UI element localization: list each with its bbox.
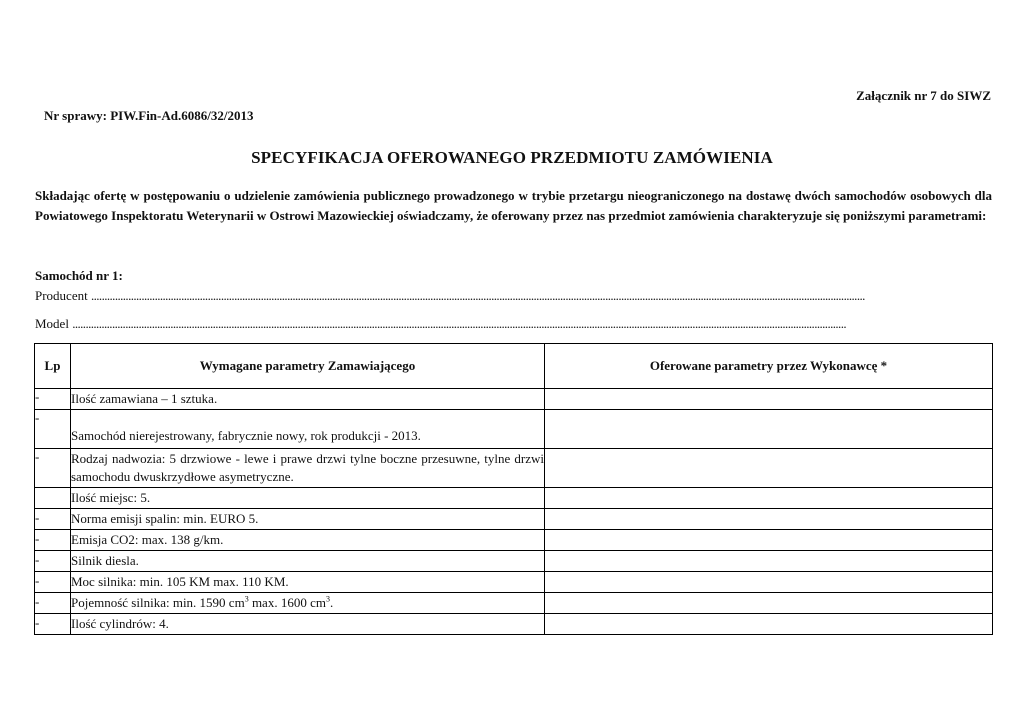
row-offered-cell[interactable] [545, 389, 993, 410]
row-lp: - [35, 593, 71, 614]
row-required: Emisja CO2: max. 138 g/km. [71, 530, 545, 551]
model-label: Model [35, 316, 69, 331]
row-lp: - [35, 572, 71, 593]
row-required: Samochód nierejestrowany, fabrycznie nowy, rok produkcji - 2013. [71, 410, 545, 449]
specification-table [34, 343, 993, 635]
row-offered-cell[interactable] [545, 572, 993, 593]
row-required [71, 593, 545, 614]
row-offered-cell[interactable] [545, 488, 993, 509]
row-offered-cell[interactable] [545, 614, 993, 635]
table-row [35, 551, 993, 572]
row-required: Ilość cylindrów: 4. [71, 614, 545, 635]
model-field [35, 316, 956, 332]
car-heading: Samochód nr 1: [35, 268, 123, 283]
row-offered-cell[interactable] [545, 410, 993, 449]
row-offered-cell[interactable] [545, 530, 993, 551]
engine-capacity-text: Pojemność silnika: min. 1590 cm [71, 595, 245, 610]
row-lp: - [35, 509, 71, 530]
table-row [35, 572, 993, 593]
row-offered-cell[interactable] [545, 509, 993, 530]
table-row [35, 509, 993, 530]
row-required: Silnik diesla. [71, 551, 545, 572]
model-dots: .................................................................................................................................................................................................................................................................................................... [72, 316, 847, 331]
intro-paragraph: Składając ofertę w postępowaniu o udzielenie zamówienia publicznego prowadzonego w trybie przetargu nieograniczonego na dostawę dwóch samochodów osobowych dla Powiatowego Inspektoratu Weterynarii w Ostrowi Mazowieckiej oświadczamy, że oferowany przez nas przedmiot zamówienia charakteryzuje się poniższymi parametrami: [35, 188, 992, 223]
row-lp: - [35, 614, 71, 635]
case-number: Nr sprawy: PIW.Fin-Ad.6086/32/2013 [44, 108, 254, 123]
row-lp: - [35, 530, 71, 551]
table-row [35, 410, 993, 449]
table-row [35, 449, 993, 488]
attachment-label: Załącznik nr 7 do SIWZ [856, 88, 991, 103]
header-required: Wymagane parametry Zamawiającego [71, 344, 545, 389]
engine-capacity-max: max. 1600 cm [248, 595, 326, 610]
header-offered: Oferowane parametry przez Wykonawcę * [545, 344, 993, 389]
engine-capacity-end: . [329, 595, 334, 610]
row-offered-cell[interactable] [545, 551, 993, 572]
superscript-3: 3 [244, 594, 249, 604]
row-lp: - [35, 389, 71, 410]
row-required: Ilość miejsc: 5. [71, 488, 545, 509]
table-row [35, 614, 993, 635]
table-header-row [35, 344, 993, 389]
row-required: Moc silnika: min. 105 KM max. 110 KM. [71, 572, 545, 593]
producer-label: Producent [35, 288, 88, 303]
producer-field [35, 288, 963, 304]
header-lp: Lp [35, 344, 71, 389]
table-row [35, 389, 993, 410]
page-title: SPECYFIKACJA OFEROWANEGO PRZEDMIOTU ZAMÓWIENIA [251, 148, 773, 167]
row-offered-cell[interactable] [545, 593, 993, 614]
row-required: Norma emisji spalin: min. EURO 5. [71, 509, 545, 530]
table-row [35, 488, 993, 509]
superscript-3: 3 [325, 594, 330, 604]
table-row [35, 530, 993, 551]
row-lp [35, 488, 71, 509]
table-row [35, 593, 993, 614]
row-offered-cell[interactable] [545, 449, 993, 488]
row-lp: - [35, 410, 71, 449]
row-required: Rodzaj nadwozia: 5 drzwiowe - lewe i prawe drzwi tylne boczne przesuwne, tylne drzwi samochodu dwuskrzydłowe asymetryczne. [71, 449, 545, 488]
row-required: Ilość zamawiana – 1 sztuka. [71, 389, 545, 410]
producer-dots: .................................................................................................................................................................................................................................................................................................... [90, 288, 865, 303]
row-lp: - [35, 551, 71, 572]
row-lp: - [35, 449, 71, 488]
